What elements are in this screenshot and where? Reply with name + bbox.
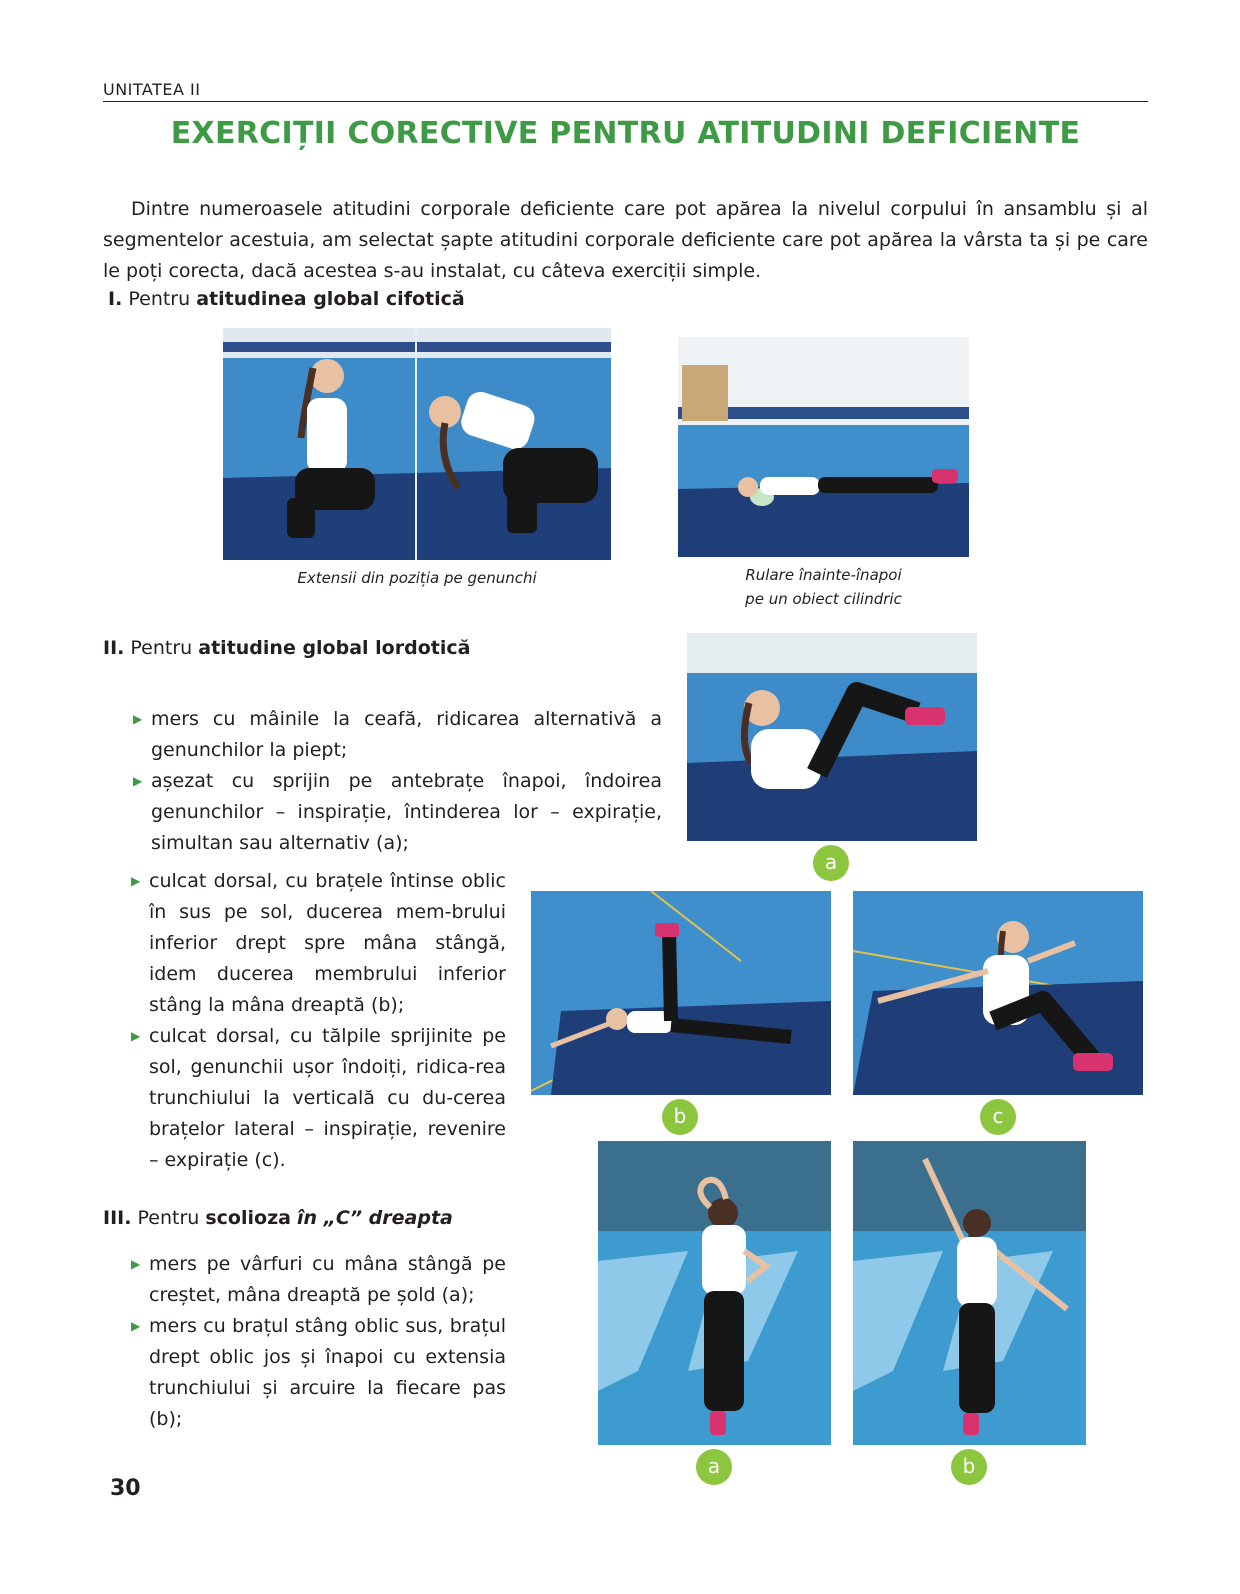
- photo-3b-illustration: [853, 1141, 1086, 1445]
- bullet-text: mers cu brațul stâng oblic sus, brațul drept oblic jos și înapoi cu extensia trunchiului și arcuire la fiecare pas (b);: [149, 1315, 506, 1430]
- list-item: [133, 766, 662, 859]
- section-1-prefix: Pentru: [128, 288, 191, 310]
- section-3-bold: scolioza: [205, 1207, 291, 1229]
- list-item: [133, 704, 662, 766]
- kneeling-extensions-illustration: [223, 328, 611, 560]
- list-item: [131, 1021, 506, 1176]
- section-3-bold-italic: în „C” dreapta: [297, 1207, 453, 1229]
- header-rule: [103, 101, 1148, 102]
- section-1-heading: [108, 288, 465, 310]
- photo-rolling-cylinder: [678, 337, 969, 557]
- bullet-text: culcat dorsal, cu brațele întinse oblic în sus pe sol, ducerea mem-brului inferior drept spre mâna stângă, idem ducerea membrului inferior stâng la mâna dreaptă (b);: [149, 870, 506, 1016]
- caption-rolling-line-2: pe un obiect cilindric: [745, 590, 902, 608]
- photo-3a-illustration: [598, 1141, 831, 1445]
- bullet-arrow-icon: ▶: [131, 1029, 141, 1043]
- section-2-bold: atitudine global lordotică: [198, 637, 471, 659]
- bullet-arrow-icon: ▶: [131, 1257, 141, 1271]
- badge-3b: b: [951, 1449, 987, 1485]
- badge-2a: a: [813, 845, 849, 881]
- bullet-text: mers pe vârfuri cu mâna stângă pe creștet, mâna dreaptă pe șold (a);: [149, 1253, 506, 1306]
- badge-2c: c: [980, 1099, 1016, 1135]
- photo-2b-illustration: [531, 891, 831, 1095]
- photo-2a: [687, 633, 977, 841]
- photo-2a-illustration: [687, 633, 977, 841]
- bullet-arrow-icon: ▶: [133, 712, 143, 726]
- caption-rolling: [678, 563, 969, 611]
- bullet-arrow-icon: ▶: [133, 774, 143, 788]
- section-3-heading: [103, 1207, 453, 1229]
- photo-2b: [531, 891, 831, 1095]
- photo-2c: [853, 891, 1143, 1095]
- section-3-prefix: Pentru: [137, 1207, 200, 1229]
- bullet-text: așezat cu sprijin pe antebrațe înapoi, îndoirea genunchilor – inspirație, întinderea lor – expirație, simultan sau alternativ (a);: [151, 770, 662, 854]
- bullet-arrow-icon: ▶: [131, 874, 141, 888]
- section-3-number: III.: [103, 1207, 132, 1229]
- page-title: EXERCIȚII CORECTIVE PENTRU ATITUDINI DEFICIENTE: [170, 116, 1081, 151]
- bullet-arrow-icon: ▶: [131, 1319, 141, 1333]
- section-2-number: II.: [103, 637, 125, 659]
- bullet-text: culcat dorsal, cu tălpile sprijinite pe sol, genunchii ușor îndoiți, ridica-rea trunchiului la verticală cu du-cerea brațelor lateral – inspirație, revenire – expirație (c).: [149, 1025, 506, 1171]
- caption-kneeling: Extensii din poziția pe genunchi: [297, 569, 537, 587]
- section-1-number: I.: [108, 288, 123, 310]
- photo-kneeling-extensions: [223, 328, 611, 560]
- list-item: [131, 1249, 506, 1311]
- unit-label: UNITATEA II: [103, 80, 201, 99]
- section-2-heading: [103, 637, 470, 659]
- section-2-bullets-top: [133, 704, 662, 859]
- badge-2b: b: [662, 1099, 698, 1135]
- bullet-text: mers cu mâinile la ceafă, ridicarea alternativă a genunchilor la piept;: [151, 708, 662, 761]
- photo-2c-illustration: [853, 891, 1143, 1095]
- section-3-bullets: [131, 1249, 506, 1435]
- section-2-bullets-bottom: [131, 866, 506, 1176]
- photo-3b: [853, 1141, 1086, 1445]
- intro-paragraph: [103, 194, 1148, 287]
- intro-text: Dintre numeroasele atitudini corporale deficiente care pot apărea la nivelul corpului în ansamblu și al segmentelor acestuia, am selectat șapte atitudini corporale deficiente care pot apărea la vârsta ta și pe care le poți corecta, dacă acestea s-au instalat, cu câteva exerciții simple.: [103, 198, 1148, 282]
- page-number: 30: [110, 1476, 141, 1501]
- badge-3a: a: [696, 1449, 732, 1485]
- section-2-prefix: Pentru: [130, 637, 193, 659]
- section-1-bold: atitudinea global cifotică: [196, 288, 465, 310]
- rolling-cylinder-illustration: [678, 337, 969, 557]
- caption-rolling-line-1: Rulare înainte-înapoi: [745, 566, 902, 584]
- photo-3a: [598, 1141, 831, 1445]
- list-item: [131, 1311, 506, 1435]
- list-item: [131, 866, 506, 1021]
